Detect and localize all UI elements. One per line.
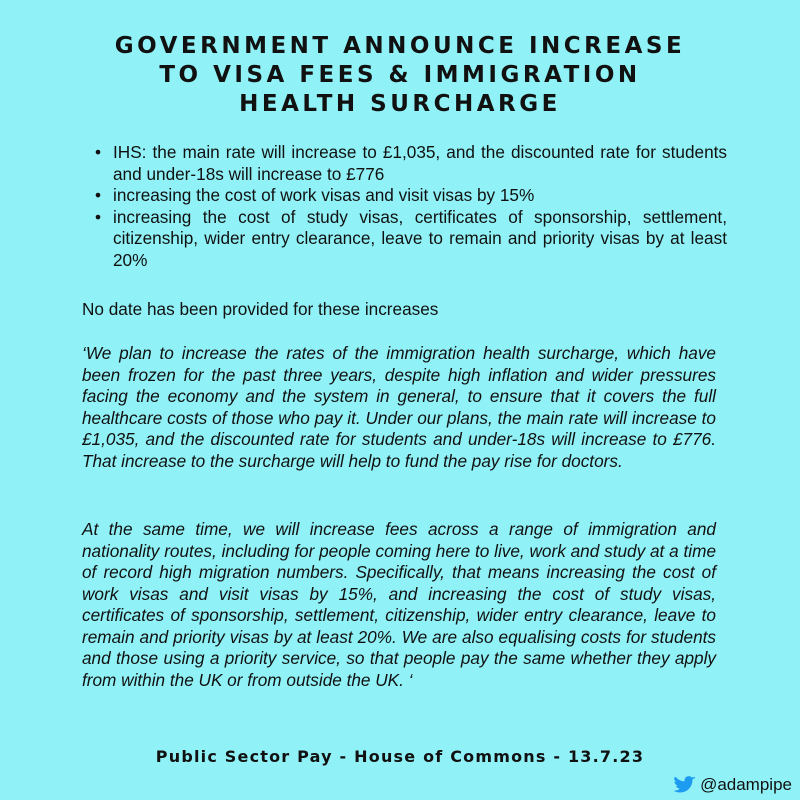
twitter-handle xyxy=(674,775,792,795)
title-line: TO VISA FEES & IMMIGRATION xyxy=(159,62,641,88)
quote-paragraph-1: ‘We plan to increase the rates of the immigration health surcharge, which have been frozen for the past three years, despite high inflation and wider pressures facing the economy and the system in general, to ensure that it covers the full healthcare costs of those who pay it. Under our plans, the main rate will increase to £1,035, and the discounted rate for students and under-18s will increase to £776. That increase to the surcharge will help to fund the pay rise for doctors. xyxy=(82,343,716,471)
quote-paragraph-2: At the same time, we will increase fees across a range of immigration and nationality routes, including for people coming here to live, work and study at a time of record high migration numbers. Specifically, that means increasing the cost of work visas and visit visas by 15%, and increasing the cost of study visas, certificates of sponsorship, settlement, citizenship, wider entry clearance, leave to remain and priority visas by at least 20%. We are also equalising costs for students and those using a priority service, so that people pay the same whether they apply from within the UK or from outside the UK. ‘ xyxy=(82,519,716,690)
source-footer: Public Sector Pay - House of Commons - 13.7.23 xyxy=(155,747,645,766)
no-date-note: No date has been provided for these increases xyxy=(82,299,439,319)
bullet-item: • IHS: the main rate will increase to £1,035, and the discounted rate for students and under-18s will increase to £776 xyxy=(91,142,727,185)
summary-bullet-list xyxy=(91,142,727,271)
bullet-item: • increasing the cost of study visas, certificates of sponsorship, settlement, citizenship, wider entry clearance, leave to remain and priority visas by at least 20% xyxy=(91,207,727,272)
handle-text: @adampipe xyxy=(700,775,792,794)
twitter-bird-icon xyxy=(674,776,696,794)
title-line: GOVERNMENT ANNOUNCE INCREASE xyxy=(114,33,686,59)
title-line: HEALTH SURCHARGE xyxy=(239,91,561,117)
bullet-item: • increasing the cost of work visas and visit visas by 15% xyxy=(91,185,727,207)
page-title xyxy=(0,32,800,119)
